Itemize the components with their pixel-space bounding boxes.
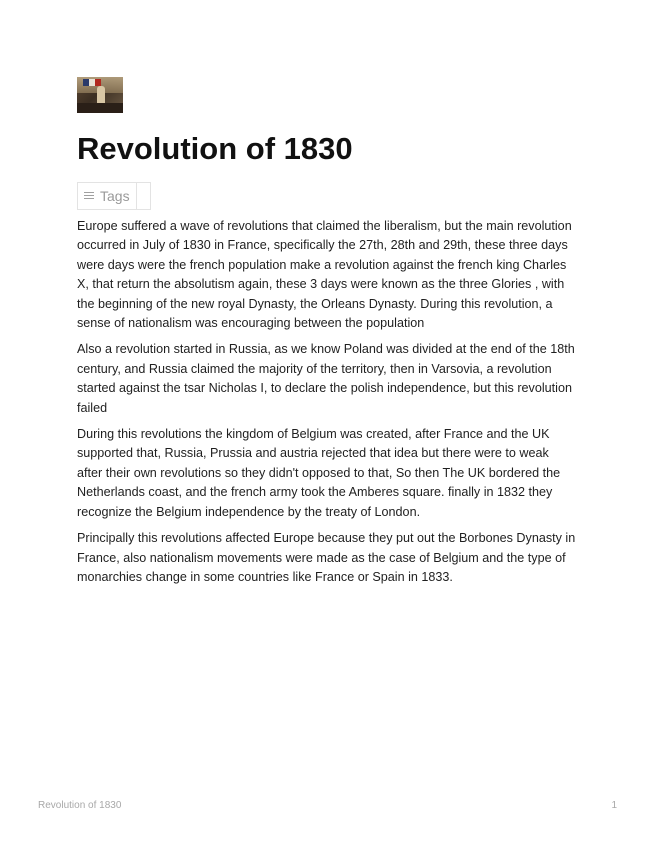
page-title[interactable]: Revolution of 1830: [77, 131, 353, 166]
body-paragraph[interactable]: Europe suffered a wave of revolutions that claimed the liberalism, but the main revolution occurred in July of 1830 in France, specifically the 27th, 28th and 29th, these three days were days were the french population make a revolution against the french king Charles X, that return the absolutism again, these 3 days were known as the three Glories , with the beginning of the new royal Dynasty, the Orleans Dynasty. During this revolution, a sense of nationalism was encouraging between the population: [77, 219, 572, 331]
page-content: [77, 77, 577, 594]
tags-property-label[interactable]: [77, 182, 137, 210]
tags-label: Tags: [100, 188, 130, 204]
tags-property: [77, 182, 577, 210]
flag-red-stripe: [95, 79, 101, 86]
list-icon: [84, 192, 94, 200]
footer-doc-title: Revolution of 1830: [38, 800, 122, 811]
page-body: [77, 217, 577, 587]
tags-property-value[interactable]: [137, 182, 151, 210]
body-paragraph[interactable]: During this revolutions the kingdom of Belgium was created, after France and the UK supported that, Russia, Prussia and austria rejected that idea but there were to weak after their own revolutions so they didn't opposed to that, So then The UK bordered the Netherlands coast, and the french army took the Amberes square. finally in 1832 they recognize the Belgium independence by the treaty of London.: [77, 427, 561, 519]
page-cover-icon[interactable]: [77, 77, 123, 113]
body-paragraph[interactable]: Also a revolution started in Russia, as we know Poland was divided at the end of the 18th century, and Russia claimed the majority of the territory, then in Varsovia, a revolution started against the tsar Nicholas I, to declare the polish independence, but this revolution failed: [77, 342, 575, 415]
body-paragraph[interactable]: Principally this revolutions affected Europe because they put out the Borbones Dynasty in France, also nationalism movements were made as the case of Belgium and the type of monarchies change in some countries like France or Spain in 1833.: [77, 531, 576, 584]
footer-page-number: 1: [611, 800, 617, 811]
painting-ground: [77, 103, 123, 113]
